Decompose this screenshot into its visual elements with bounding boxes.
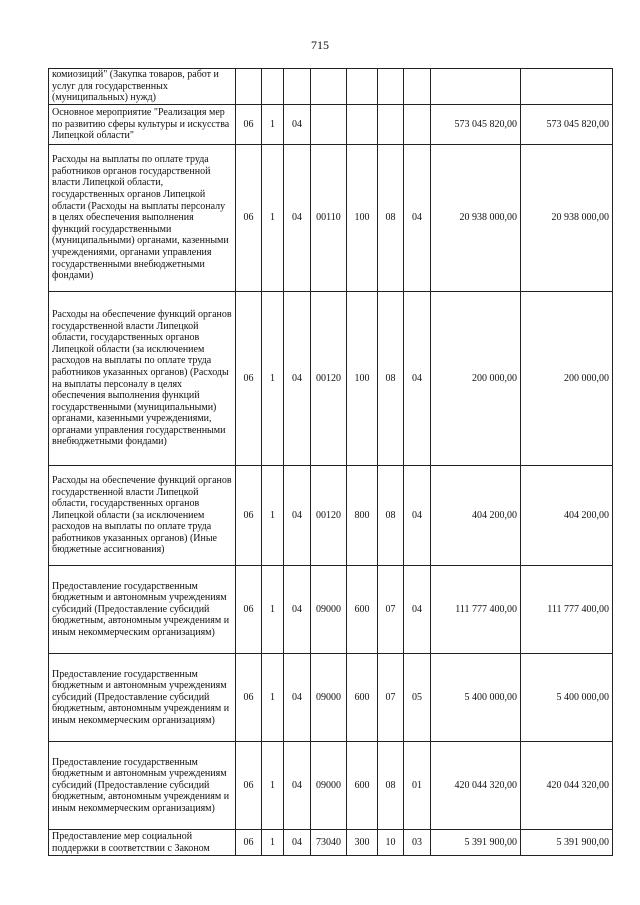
code-expense-type: 800 [347,466,378,566]
table-row [49,654,613,742]
code-main-event: 04 [284,742,311,830]
code-subprogram: 1 [262,566,284,654]
amount-total: 404 200,00 [521,466,613,566]
amount-approved [431,69,521,105]
amount-approved: 5 391 900,00 [431,830,521,856]
code-section: 08 [378,145,404,292]
code-direction: 00110 [311,145,347,292]
row-description: Предоставление государственным бюджетным и автономным учреждениям субсидий (Предоставление субсидий бюджетным, автономным учреждениям и иным некоммерческим организациям) [49,742,236,830]
code-expense-type: 100 [347,292,378,466]
code-subprogram: 1 [262,830,284,856]
code-program: 06 [236,145,262,292]
code-main-event: 04 [284,105,311,145]
code-subprogram: 1 [262,105,284,145]
code-subsection [404,69,431,105]
code-program [236,69,262,105]
amount-total: 5 400 000,00 [521,654,613,742]
code-main-event [284,69,311,105]
code-section: 07 [378,566,404,654]
code-subprogram [262,69,284,105]
code-main-event: 04 [284,145,311,292]
code-direction [311,69,347,105]
code-main-event: 04 [284,466,311,566]
amount-approved: 404 200,00 [431,466,521,566]
page-number: 715 [311,38,329,52]
row-description: Предоставление государственным бюджетным и автономным учреждениям субсидий (Предоставление субсидий бюджетным, автономным учреждениям и иным некоммерческим организациям) [49,566,236,654]
amount-approved: 111 777 400,00 [431,566,521,654]
code-section: 07 [378,654,404,742]
row-description: комиозиций" (Закупка товаров, работ и услуг для государственных (муниципальных) нужд) [49,69,236,105]
row-description: Расходы на обеспечение функций органов государственной власти Липецкой области, государственных органов Липецкой области (за исключением расходов на выплаты по оплате труда работников указанных органов) (Иные бюджетные ассигнования) [49,466,236,566]
code-subprogram: 1 [262,654,284,742]
code-expense-type: 100 [347,145,378,292]
amount-total: 420 044 320,00 [521,742,613,830]
code-subsection: 01 [404,742,431,830]
code-program: 06 [236,742,262,830]
amount-total [521,69,613,105]
code-subsection: 05 [404,654,431,742]
amount-total: 5 391 900,00 [521,830,613,856]
code-direction: 09000 [311,566,347,654]
code-expense-type: 300 [347,830,378,856]
code-program: 06 [236,830,262,856]
code-subprogram: 1 [262,292,284,466]
amount-total: 200 000,00 [521,292,613,466]
row-description: Предоставление мер социальной поддержки в соответствии с Законом [49,830,236,856]
row-description: Расходы на выплаты по оплате труда работников органов государственной власти Липецкой области, государственных органов Липецкой области (Расходы на выплаты персоналу в целях обеспечения выполнения функций государственными (муниципальными) органами, казенными учреждениями, органами управления государственными внебюджетными фондами) [49,145,236,292]
code-section: 08 [378,466,404,566]
budget-table [48,68,613,856]
code-subprogram: 1 [262,145,284,292]
amount-total: 573 045 820,00 [521,105,613,145]
code-program: 06 [236,566,262,654]
code-subsection: 03 [404,830,431,856]
table-row [49,566,613,654]
amount-total: 20 938 000,00 [521,145,613,292]
code-direction [311,105,347,145]
code-expense-type [347,69,378,105]
code-subsection [404,105,431,145]
code-main-event: 04 [284,292,311,466]
code-subsection: 04 [404,145,431,292]
code-section: 08 [378,292,404,466]
code-expense-type: 600 [347,654,378,742]
table-row [49,69,613,105]
code-subprogram: 1 [262,466,284,566]
code-expense-type: 600 [347,566,378,654]
amount-approved: 20 938 000,00 [431,145,521,292]
code-main-event: 04 [284,566,311,654]
code-direction: 09000 [311,742,347,830]
code-direction: 09000 [311,654,347,742]
row-description: Расходы на обеспечение функций органов государственной власти Липецкой области, государственных органов Липецкой области (за исключением расходов на выплаты по оплате труда работников указанных органов) (Расходы на выплаты персоналу в целях обеспечения выполнения функций государственными (муниципальными) органами, казенными учреждениями, органами управления государственными внебюджетными фондами) [49,292,236,466]
table-row [49,466,613,566]
code-program: 06 [236,292,262,466]
code-main-event: 04 [284,654,311,742]
table-row [49,105,613,145]
code-program: 06 [236,466,262,566]
amount-approved: 420 044 320,00 [431,742,521,830]
amount-approved: 5 400 000,00 [431,654,521,742]
code-main-event: 04 [284,830,311,856]
table-body [49,69,613,856]
code-subsection: 04 [404,292,431,466]
code-expense-type: 600 [347,742,378,830]
code-subprogram: 1 [262,742,284,830]
code-section [378,69,404,105]
code-program: 06 [236,105,262,145]
table-row [49,830,613,856]
code-program: 06 [236,654,262,742]
code-direction: 00120 [311,466,347,566]
code-section [378,105,404,145]
amount-total: 111 777 400,00 [521,566,613,654]
code-subsection: 04 [404,466,431,566]
amount-approved: 573 045 820,00 [431,105,521,145]
code-direction: 00120 [311,292,347,466]
table-row [49,145,613,292]
code-subsection: 04 [404,566,431,654]
code-expense-type [347,105,378,145]
code-section: 10 [378,830,404,856]
table-row [49,742,613,830]
table-row [49,292,613,466]
row-description: Предоставление государственным бюджетным и автономным учреждениям субсидий (Предоставление субсидий бюджетным, автономным учреждениям и иным некоммерческим организациям) [49,654,236,742]
code-direction: 73040 [311,830,347,856]
row-description: Основное мероприятие "Реализация мер по развитию сферы культуры и искусства Липецкой области" [49,105,236,145]
code-section: 08 [378,742,404,830]
amount-approved: 200 000,00 [431,292,521,466]
